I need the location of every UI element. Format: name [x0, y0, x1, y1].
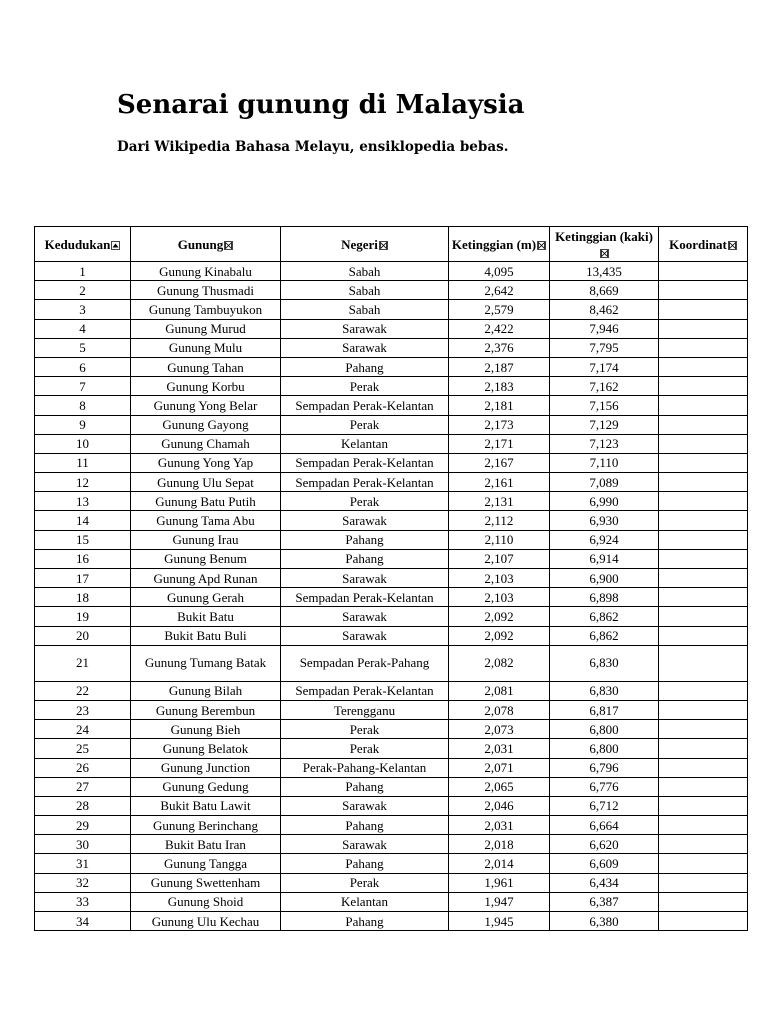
table-row [35, 777, 748, 796]
cell-height-m: 2,171 [449, 434, 550, 453]
cell-height-ft: 6,830 [550, 645, 659, 681]
cell-height-m: 2,081 [449, 681, 550, 700]
cell-height-m: 2,181 [449, 396, 550, 415]
cell-rank: 26 [35, 758, 131, 777]
cell-state: Sempadan Perak-Kelantan [281, 396, 449, 415]
cell-coordinate [659, 739, 748, 758]
cell-state: Sempadan Perak-Pahang [281, 645, 449, 681]
cell-height-m: 2,092 [449, 607, 550, 626]
cell-height-ft: 6,664 [550, 816, 659, 835]
cell-state: Pahang [281, 530, 449, 549]
table-row [35, 300, 748, 319]
cell-rank: 14 [35, 511, 131, 530]
cell-rank: 16 [35, 549, 131, 568]
cell-coordinate [659, 377, 748, 396]
cell-rank: 13 [35, 492, 131, 511]
cell-mountain-name: Gunung Bilah [131, 681, 281, 700]
cell-state: Perak [281, 492, 449, 511]
cell-coordinate [659, 835, 748, 854]
cell-rank: 24 [35, 720, 131, 739]
cell-mountain-name: Bukit Batu Buli [131, 626, 281, 645]
cell-height-ft: 6,620 [550, 835, 659, 854]
page-title: Senarai gunung di Malaysia [117, 90, 525, 120]
header-label: Kedudukan [44, 236, 111, 252]
cell-rank: 9 [35, 415, 131, 434]
cell-height-ft: 6,817 [550, 700, 659, 719]
cell-height-ft: 6,776 [550, 777, 659, 796]
cell-height-m: 4,095 [449, 262, 550, 281]
cell-mountain-name: Gunung Murud [131, 319, 281, 338]
table-row [35, 377, 748, 396]
cell-coordinate [659, 434, 748, 453]
cell-rank: 1 [35, 262, 131, 281]
cell-state: Perak [281, 739, 449, 758]
cell-rank: 12 [35, 473, 131, 492]
cell-mountain-name: Bukit Batu Lawit [131, 796, 281, 815]
cell-state: Pahang [281, 357, 449, 376]
cell-rank: 23 [35, 700, 131, 719]
cell-height-ft: 7,156 [550, 396, 659, 415]
cell-mountain-name: Bukit Batu Iran [131, 835, 281, 854]
cell-mountain-name: Gunung Tangga [131, 854, 281, 873]
sort-icon[interactable] [728, 241, 737, 250]
table-row [35, 473, 748, 492]
cell-state: Sabah [281, 300, 449, 319]
cell-rank: 20 [35, 626, 131, 645]
cell-mountain-name: Gunung Chamah [131, 434, 281, 453]
cell-height-m: 1,961 [449, 873, 550, 892]
cell-height-ft: 6,830 [550, 681, 659, 700]
cell-coordinate [659, 681, 748, 700]
cell-mountain-name: Bukit Batu [131, 607, 281, 626]
table-row [35, 434, 748, 453]
cell-height-m: 2,103 [449, 569, 550, 588]
cell-coordinate [659, 549, 748, 568]
cell-mountain-name: Gunung Batu Putih [131, 492, 281, 511]
cell-rank: 19 [35, 607, 131, 626]
cell-height-m: 2,018 [449, 835, 550, 854]
cell-rank: 28 [35, 796, 131, 815]
cell-rank: 7 [35, 377, 131, 396]
cell-height-m: 2,065 [449, 777, 550, 796]
cell-state: Kelantan [281, 434, 449, 453]
cell-coordinate [659, 758, 748, 777]
cell-coordinate [659, 607, 748, 626]
table-row [35, 607, 748, 626]
cell-state: Sarawak [281, 569, 449, 588]
cell-coordinate [659, 816, 748, 835]
cell-state: Perak [281, 415, 449, 434]
cell-state: Sempadan Perak-Kelantan [281, 473, 449, 492]
cell-state: Sarawak [281, 796, 449, 815]
cell-coordinate [659, 796, 748, 815]
cell-height-m: 2,161 [449, 473, 550, 492]
cell-height-ft: 6,930 [550, 511, 659, 530]
table-row [35, 511, 748, 530]
table-row [35, 854, 748, 873]
cell-mountain-name: Gunung Tambuyukon [131, 300, 281, 319]
cell-state: Sabah [281, 281, 449, 300]
cell-height-ft: 6,862 [550, 607, 659, 626]
cell-rank: 30 [35, 835, 131, 854]
cell-height-ft: 6,900 [550, 569, 659, 588]
cell-height-m: 1,947 [449, 892, 550, 911]
cell-height-m: 2,031 [449, 816, 550, 835]
cell-rank: 25 [35, 739, 131, 758]
cell-height-m: 2,031 [449, 739, 550, 758]
table-row [35, 739, 748, 758]
cell-height-ft: 6,609 [550, 854, 659, 873]
cell-height-m: 2,131 [449, 492, 550, 511]
table-row [35, 912, 748, 931]
cell-mountain-name: Gunung Apd Runan [131, 569, 281, 588]
cell-coordinate [659, 588, 748, 607]
header-negeri[interactable] [281, 227, 449, 262]
cell-coordinate [659, 777, 748, 796]
table-row [35, 796, 748, 815]
table-row [35, 262, 748, 281]
cell-height-ft: 6,898 [550, 588, 659, 607]
cell-state: Sabah [281, 262, 449, 281]
cell-rank: 17 [35, 569, 131, 588]
cell-coordinate [659, 492, 748, 511]
table-row [35, 530, 748, 549]
cell-mountain-name: Gunung Gayong [131, 415, 281, 434]
cell-state: Terengganu [281, 700, 449, 719]
cell-height-m: 2,110 [449, 530, 550, 549]
cell-coordinate [659, 262, 748, 281]
header-ketinggian-m[interactable] [449, 227, 550, 262]
cell-mountain-name: Gunung Berembun [131, 700, 281, 719]
cell-height-ft: 6,990 [550, 492, 659, 511]
cell-coordinate [659, 854, 748, 873]
cell-mountain-name: Gunung Korbu [131, 377, 281, 396]
table-row [35, 396, 748, 415]
cell-coordinate [659, 912, 748, 931]
cell-coordinate [659, 396, 748, 415]
table-row [35, 569, 748, 588]
cell-state: Sempadan Perak-Kelantan [281, 453, 449, 472]
cell-mountain-name: Gunung Shoid [131, 892, 281, 911]
table-row [35, 492, 748, 511]
cell-rank: 27 [35, 777, 131, 796]
cell-rank: 22 [35, 681, 131, 700]
table-row [35, 338, 748, 357]
cell-state: Sarawak [281, 626, 449, 645]
cell-height-ft: 7,129 [550, 415, 659, 434]
cell-height-ft: 6,800 [550, 739, 659, 758]
table-row [35, 453, 748, 472]
cell-height-m: 2,173 [449, 415, 550, 434]
cell-coordinate [659, 357, 748, 376]
cell-mountain-name: Gunung Tama Abu [131, 511, 281, 530]
cell-height-ft: 7,123 [550, 434, 659, 453]
mountain-table [34, 226, 748, 931]
table-row [35, 626, 748, 645]
header-ketinggian-kaki[interactable] [550, 227, 659, 262]
cell-mountain-name: Gunung Gedung [131, 777, 281, 796]
cell-height-m: 2,078 [449, 700, 550, 719]
cell-height-ft: 6,434 [550, 873, 659, 892]
cell-rank: 21 [35, 645, 131, 681]
cell-rank: 4 [35, 319, 131, 338]
cell-mountain-name: Gunung Benum [131, 549, 281, 568]
cell-height-ft: 7,162 [550, 377, 659, 396]
cell-state: Sarawak [281, 319, 449, 338]
cell-height-m: 2,082 [449, 645, 550, 681]
cell-coordinate [659, 700, 748, 719]
cell-height-m: 2,187 [449, 357, 550, 376]
cell-height-m: 2,167 [449, 453, 550, 472]
cell-mountain-name: Gunung Tahan [131, 357, 281, 376]
cell-mountain-name: Gunung Irau [131, 530, 281, 549]
cell-state: Kelantan [281, 892, 449, 911]
cell-rank: 3 [35, 300, 131, 319]
table-row [35, 645, 748, 681]
cell-state: Perak [281, 873, 449, 892]
table-header-row [35, 227, 748, 262]
cell-mountain-name: Gunung Bieh [131, 720, 281, 739]
cell-coordinate [659, 873, 748, 892]
table-row [35, 357, 748, 376]
cell-mountain-name: Gunung Gerah [131, 588, 281, 607]
cell-height-m: 1,945 [449, 912, 550, 931]
header-kedudukan[interactable] [35, 227, 131, 262]
table-row [35, 549, 748, 568]
table-row [35, 758, 748, 777]
table-row [35, 700, 748, 719]
cell-height-ft: 6,800 [550, 720, 659, 739]
cell-rank: 11 [35, 453, 131, 472]
cell-rank: 31 [35, 854, 131, 873]
cell-height-ft: 6,914 [550, 549, 659, 568]
header-label: Koordinat [669, 236, 727, 252]
cell-rank: 29 [35, 816, 131, 835]
cell-coordinate [659, 530, 748, 549]
sort-asc-icon[interactable] [111, 241, 120, 250]
cell-height-ft: 6,924 [550, 530, 659, 549]
cell-coordinate [659, 892, 748, 911]
cell-height-m: 2,376 [449, 338, 550, 357]
cell-height-ft: 8,462 [550, 300, 659, 319]
sort-icon[interactable] [537, 241, 546, 250]
cell-coordinate [659, 473, 748, 492]
cell-rank: 34 [35, 912, 131, 931]
cell-coordinate [659, 300, 748, 319]
table-row [35, 681, 748, 700]
table-row [35, 588, 748, 607]
cell-rank: 10 [35, 434, 131, 453]
cell-mountain-name: Gunung Yong Yap [131, 453, 281, 472]
cell-height-m: 2,579 [449, 300, 550, 319]
cell-state: Pahang [281, 816, 449, 835]
cell-height-m: 2,642 [449, 281, 550, 300]
cell-state: Sempadan Perak-Kelantan [281, 588, 449, 607]
cell-state: Perak [281, 377, 449, 396]
header-gunung[interactable] [131, 227, 281, 262]
cell-height-m: 2,422 [449, 319, 550, 338]
cell-mountain-name: Gunung Ulu Kechau [131, 912, 281, 931]
cell-rank: 2 [35, 281, 131, 300]
cell-height-ft: 7,795 [550, 338, 659, 357]
cell-height-ft: 7,110 [550, 453, 659, 472]
cell-height-m: 2,046 [449, 796, 550, 815]
page-subtitle: Dari Wikipedia Bahasa Melayu, ensiklopedia bebas. [117, 139, 509, 155]
cell-state: Sempadan Perak-Kelantan [281, 681, 449, 700]
cell-height-ft: 7,089 [550, 473, 659, 492]
cell-height-ft: 13,435 [550, 262, 659, 281]
cell-height-ft: 6,796 [550, 758, 659, 777]
cell-height-m: 2,107 [449, 549, 550, 568]
table-row [35, 720, 748, 739]
cell-height-m: 2,103 [449, 588, 550, 607]
table-row [35, 319, 748, 338]
cell-height-m: 2,092 [449, 626, 550, 645]
header-label: Ketinggian (m) [451, 236, 537, 252]
cell-rank: 18 [35, 588, 131, 607]
cell-mountain-name: Gunung Yong Belar [131, 396, 281, 415]
cell-state: Pahang [281, 912, 449, 931]
cell-state: Sarawak [281, 511, 449, 530]
table-row [35, 873, 748, 892]
cell-mountain-name: Gunung Ulu Sepat [131, 473, 281, 492]
cell-coordinate [659, 415, 748, 434]
cell-height-ft: 7,946 [550, 319, 659, 338]
cell-rank: 32 [35, 873, 131, 892]
table-row [35, 281, 748, 300]
table-row [35, 892, 748, 911]
cell-coordinate [659, 626, 748, 645]
cell-mountain-name: Gunung Tumang Batak [131, 645, 281, 681]
cell-mountain-name: Gunung Junction [131, 758, 281, 777]
cell-rank: 8 [35, 396, 131, 415]
cell-coordinate [659, 281, 748, 300]
sort-icon[interactable] [224, 241, 233, 250]
cell-state: Pahang [281, 854, 449, 873]
cell-coordinate [659, 720, 748, 739]
cell-height-m: 2,071 [449, 758, 550, 777]
cell-height-ft: 7,174 [550, 357, 659, 376]
header-label: Ketinggian (kaki) [555, 229, 653, 244]
cell-mountain-name: Gunung Kinabalu [131, 262, 281, 281]
sort-icon[interactable] [379, 241, 388, 250]
cell-height-m: 2,183 [449, 377, 550, 396]
cell-state: Perak-Pahang-Kelantan [281, 758, 449, 777]
header-label: Negeri [341, 236, 378, 252]
cell-mountain-name: Gunung Mulu [131, 338, 281, 357]
cell-height-ft: 6,862 [550, 626, 659, 645]
table-body [35, 262, 748, 931]
cell-state: Sarawak [281, 835, 449, 854]
cell-state: Pahang [281, 549, 449, 568]
cell-coordinate [659, 511, 748, 530]
cell-rank: 33 [35, 892, 131, 911]
header-label: Gunung [177, 236, 224, 252]
cell-state: Perak [281, 720, 449, 739]
cell-height-ft: 6,387 [550, 892, 659, 911]
cell-state: Pahang [281, 777, 449, 796]
cell-coordinate [659, 319, 748, 338]
cell-height-m: 2,014 [449, 854, 550, 873]
sort-icon[interactable] [600, 249, 609, 258]
cell-coordinate [659, 569, 748, 588]
cell-mountain-name: Gunung Belatok [131, 739, 281, 758]
cell-state: Sarawak [281, 607, 449, 626]
table-row [35, 415, 748, 434]
cell-rank: 6 [35, 357, 131, 376]
cell-height-ft: 6,712 [550, 796, 659, 815]
cell-coordinate [659, 453, 748, 472]
cell-height-m: 2,112 [449, 511, 550, 530]
cell-rank: 5 [35, 338, 131, 357]
cell-mountain-name: Gunung Swettenham [131, 873, 281, 892]
cell-mountain-name: Gunung Berinchang [131, 816, 281, 835]
cell-coordinate [659, 645, 748, 681]
header-koordinat[interactable] [659, 227, 748, 262]
cell-height-ft: 8,669 [550, 281, 659, 300]
cell-height-ft: 6,380 [550, 912, 659, 931]
table-row [35, 816, 748, 835]
cell-mountain-name: Gunung Thusmadi [131, 281, 281, 300]
cell-height-m: 2,073 [449, 720, 550, 739]
table-row [35, 835, 748, 854]
cell-coordinate [659, 338, 748, 357]
cell-state: Sarawak [281, 338, 449, 357]
cell-rank: 15 [35, 530, 131, 549]
